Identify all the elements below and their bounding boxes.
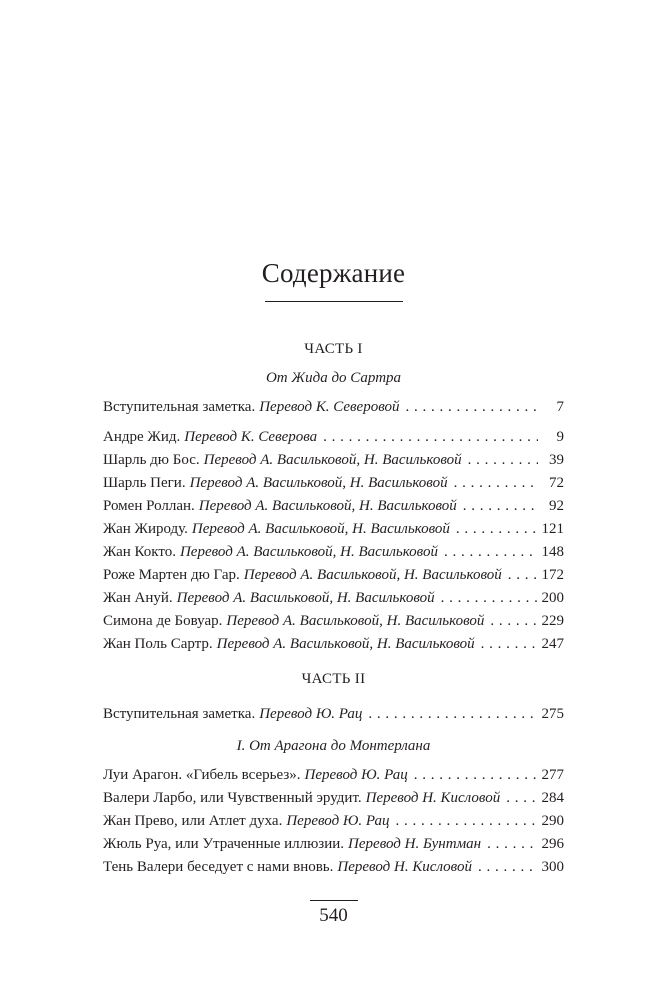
entry-translator: Перевод А. Васильковой, Н. Васильковой (189, 475, 448, 491)
part1-section-heading: От Жида до Сартра (265, 370, 402, 386)
entry-page-number: 72 (549, 475, 564, 491)
entry-translator: Перевод Ю. Рац (259, 706, 363, 722)
entry-author: Тень Валери беседует с нами вновь. (103, 859, 334, 875)
entry-translator: Перевод Н. Кисловой (365, 790, 501, 806)
toc-entry[interactable] (103, 767, 564, 789)
toc-entry[interactable] (103, 706, 564, 728)
entry-author: Роже Мартен дю Гар. (103, 567, 240, 583)
dot-leader (456, 521, 538, 538)
toc-entry[interactable] (103, 399, 564, 421)
entry-page-number: 172 (541, 567, 564, 583)
dot-leader (490, 613, 538, 630)
toc-entry[interactable] (103, 836, 564, 858)
part2-section-heading: I. От Арагона до Монтерлана (236, 738, 431, 754)
dot-leader (414, 767, 538, 784)
toc-entry[interactable] (103, 567, 564, 589)
entry-author: Вступительная заметка. (103, 706, 256, 722)
entry-author: Жан Поль Сартр. (103, 636, 213, 652)
dot-leader (463, 498, 538, 515)
dot-leader (444, 544, 538, 561)
toc-entry[interactable] (103, 790, 564, 812)
entry-page-number: 121 (541, 521, 564, 537)
entry-author: Валери Ларбо, или Чувственный эрудит. (103, 790, 362, 806)
entry-translator: Перевод Ю. Рац (304, 767, 408, 783)
dot-leader (508, 567, 538, 584)
entry-page-number: 247 (541, 636, 564, 652)
entry-page-number: 92 (549, 498, 564, 514)
toc-entry[interactable] (103, 452, 564, 474)
entry-author: Шарль дю Бос. (103, 452, 200, 468)
entry-translator: Перевод К. Северовой (259, 399, 400, 415)
toc-entry[interactable] (103, 521, 564, 543)
page-title: Содержание (261, 258, 406, 288)
entry-author: Жюль Руа, или Утраченные иллюзии. (103, 836, 345, 852)
dot-leader (368, 706, 538, 723)
entry-page-number: 300 (541, 859, 564, 875)
entry-translator: Перевод А. Васильковой, Н. Васильковой (226, 613, 485, 629)
entry-translator: Перевод А. Васильковой, Н. Васильковой (216, 636, 475, 652)
dot-leader (487, 836, 538, 853)
entry-translator: Перевод К. Северова (184, 429, 318, 445)
entry-page-number: 229 (541, 613, 564, 629)
entry-page-number: 9 (556, 429, 564, 445)
toc-entry[interactable] (103, 498, 564, 520)
entry-author: Жан Прево, или Атлет духа. (103, 813, 283, 829)
dot-leader (396, 813, 538, 830)
entry-page-number: 200 (541, 590, 564, 606)
toc-entry[interactable] (103, 544, 564, 566)
part2-heading: ЧАСТЬ II (301, 671, 366, 687)
toc-entry[interactable] (103, 813, 564, 835)
entry-translator: Перевод А. Васильковой, Н. Васильковой (203, 452, 462, 468)
folio-rule (310, 900, 358, 901)
entry-author: Вступительная заметка. (103, 399, 256, 415)
entry-translator: Перевод А. Васильковой, Н. Васильковой (198, 498, 457, 514)
part1-heading: ЧАСТЬ I (304, 341, 363, 357)
entry-page-number: 275 (541, 706, 564, 722)
toc-entry[interactable] (103, 859, 564, 881)
entry-translator: Перевод Н. Кисловой (337, 859, 472, 875)
dot-leader (323, 429, 538, 446)
entry-author: Андре Жид. (103, 429, 181, 445)
entry-translator: Перевод А. Васильковой, Н. Васильковой (243, 567, 502, 583)
entry-author: Луи Арагон. «Гибель всерьез». (103, 767, 301, 783)
entry-page-number: 296 (541, 836, 564, 852)
entry-translator: Перевод А. Васильковой, Н. Васильковой (191, 521, 450, 537)
entry-author: Жан Кокто. (103, 544, 176, 560)
toc-entry[interactable] (103, 429, 564, 451)
entry-author: Симона де Бовуар. (103, 613, 223, 629)
toc-entry[interactable] (103, 636, 564, 658)
page-number: 540 (319, 905, 348, 926)
entry-translator: Перевод Ю. Рац (286, 813, 390, 829)
entry-translator: Перевод А. Васильковой, Н. Васильковой (176, 590, 435, 606)
entry-page-number: 148 (541, 544, 564, 560)
toc-entry[interactable] (103, 590, 564, 612)
entry-author: Шарль Пеги. (103, 475, 186, 491)
dot-leader (481, 636, 538, 653)
dot-leader (468, 452, 538, 469)
entry-translator: Перевод Н. Бунтман (348, 836, 482, 852)
dot-leader (441, 590, 538, 607)
entry-page-number: 277 (541, 767, 564, 783)
dot-leader (406, 399, 538, 416)
entry-author: Жан Жироду. (103, 521, 188, 537)
entry-author: Ромен Роллан. (103, 498, 195, 514)
dot-leader (454, 475, 538, 492)
title-underline (265, 301, 403, 302)
toc-entry[interactable] (103, 613, 564, 635)
entry-author: Жан Ануй. (103, 590, 173, 606)
dot-leader (478, 859, 538, 876)
entry-page-number: 284 (541, 790, 564, 806)
entry-translator: Перевод А. Васильковой, Н. Васильковой (179, 544, 438, 560)
entry-page-number: 7 (556, 399, 564, 415)
dot-leader (506, 790, 538, 807)
entry-page-number: 290 (541, 813, 564, 829)
toc-entry[interactable] (103, 475, 564, 497)
entry-page-number: 39 (549, 452, 564, 468)
